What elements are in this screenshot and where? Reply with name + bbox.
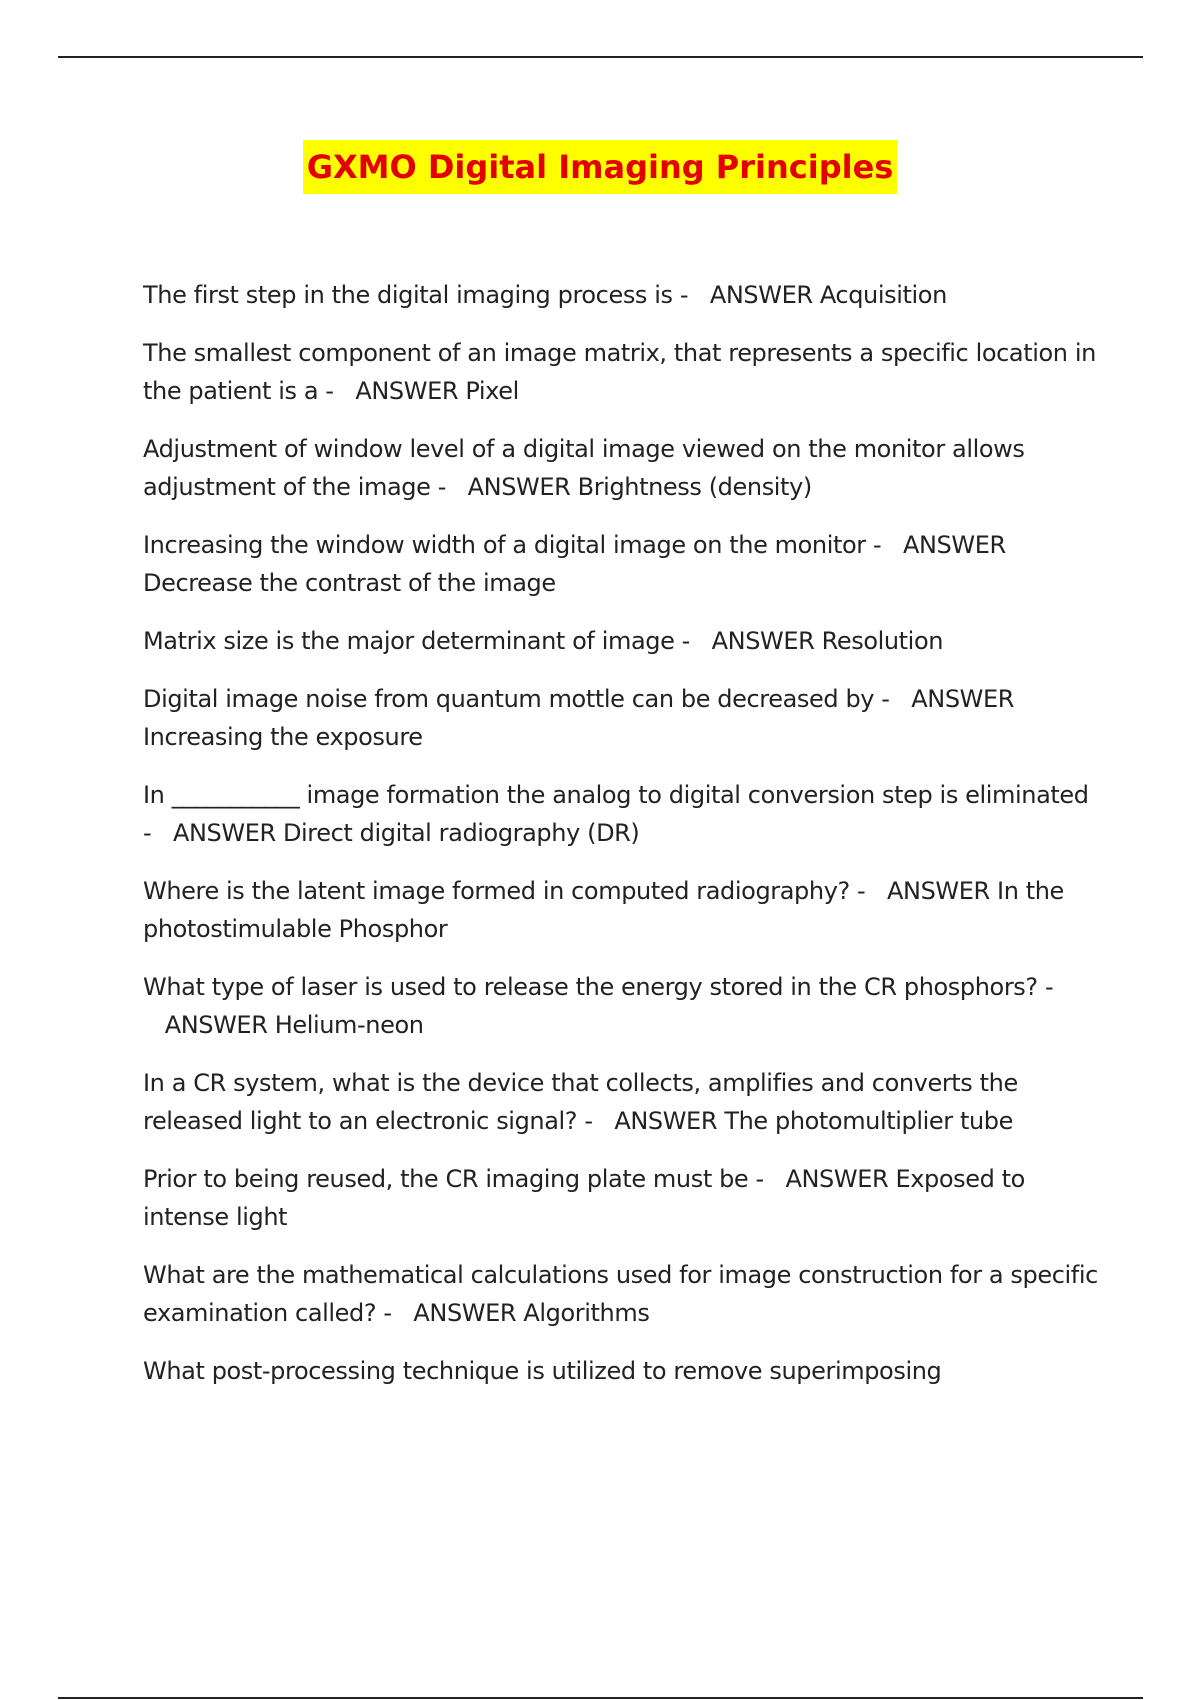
answer-text: ANSWER In the photostimulable Phosphor: [143, 877, 1064, 943]
answer-text: ANSWER Decrease the contrast of the image: [143, 531, 1006, 597]
qa-item: [143, 526, 1103, 602]
qa-list: [143, 276, 1103, 1410]
answer-text: ANSWER Direct digital radiography (DR): [172, 819, 640, 847]
qa-item: [143, 334, 1103, 410]
answer-text: ANSWER The photomultiplier tube: [614, 1107, 1013, 1135]
answer-text: ANSWER Helium-neon: [164, 1011, 424, 1039]
question-text: What type of laser is used to release the energy stored in the CR phosphors? -: [143, 973, 1054, 1001]
qa-item: [143, 872, 1103, 948]
top-rule: [58, 56, 1143, 58]
document-title: GXMO Digital Imaging Principles: [303, 140, 898, 194]
qa-item: [143, 1160, 1103, 1236]
question-text: In a CR system, what is the device that collects, amplifies and converts the released light to an electronic signal? -: [143, 1069, 1018, 1135]
question-text: Prior to being reused, the CR imaging plate must be -: [143, 1165, 764, 1193]
question-text: Adjustment of window level of a digital image viewed on the monitor allows adjustment of the image -: [143, 435, 1025, 501]
qa-item: [143, 1352, 1103, 1390]
qa-item: [143, 680, 1103, 756]
question-text: Digital image noise from quantum mottle can be decreased by -: [143, 685, 890, 713]
answer-text: ANSWER Pixel: [355, 377, 519, 405]
answer-text: ANSWER Exposed to intense light: [143, 1165, 1025, 1231]
title-container: [0, 140, 1200, 194]
question-text: What post-processing technique is utilized to remove superimposing: [143, 1357, 942, 1385]
question-text: Matrix size is the major determinant of image -: [143, 627, 690, 655]
qa-item: [143, 968, 1103, 1044]
qa-item: [143, 276, 1103, 314]
question-text: Increasing the window width of a digital image on the monitor -: [143, 531, 882, 559]
question-text: Where is the latent image formed in computed radiography? -: [143, 877, 866, 905]
qa-item: [143, 1064, 1103, 1140]
question-text: The smallest component of an image matrix, that represents a specific location in the patient is a -: [143, 339, 1096, 405]
answer-text: ANSWER Brightness (density): [467, 473, 812, 501]
qa-item: [143, 776, 1103, 852]
answer-text: ANSWER Resolution: [711, 627, 944, 655]
question-text: In ___________ image formation the analog to digital conversion step is eliminated -: [143, 781, 1089, 847]
qa-item: [143, 430, 1103, 506]
bottom-rule: [58, 1697, 1143, 1699]
question-text: What are the mathematical calculations used for image construction for a specific examination called? -: [143, 1261, 1098, 1327]
answer-text: ANSWER Increasing the exposure: [143, 685, 1015, 751]
answer-text: ANSWER Algorithms: [413, 1299, 650, 1327]
qa-item: [143, 622, 1103, 660]
answer-text: ANSWER Acquisition: [709, 281, 947, 309]
qa-item: [143, 1256, 1103, 1332]
question-text: The first step in the digital imaging process is -: [143, 281, 689, 309]
